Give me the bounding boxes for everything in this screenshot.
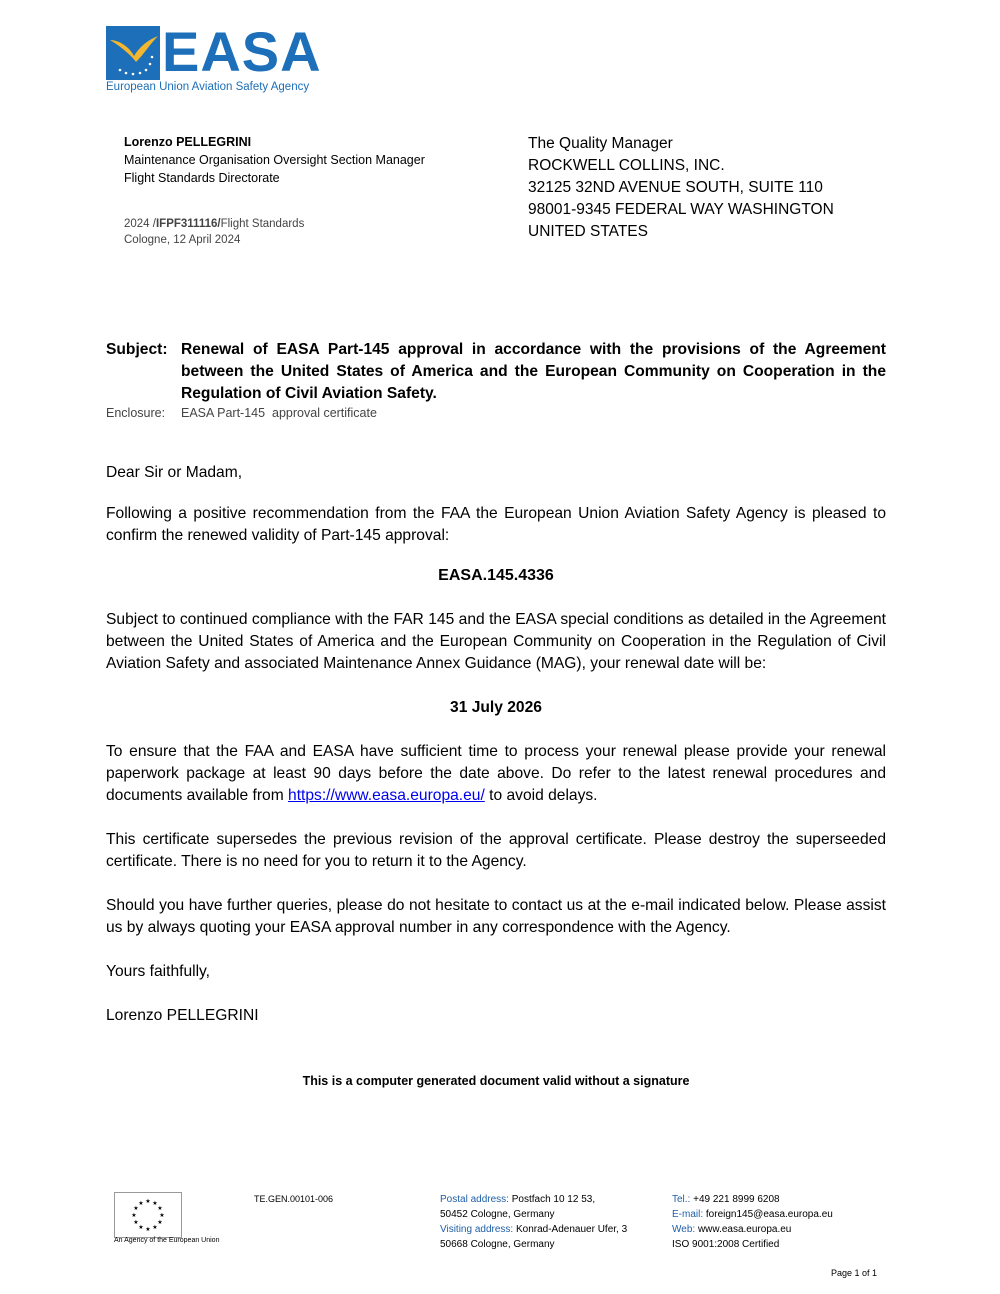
sender-directorate: Flight Standards Directorate (124, 171, 280, 185)
approval-number: EASA.145.4336 (438, 567, 554, 584)
subject-text: Renewal of EASA Part-145 approval in accordance with the provisions of the Agreement between the United States of America and the European Community on Cooperation in the Regulation of Civil Aviation Safety. (181, 341, 886, 402)
computer-generated-notice: This is a computer generated document valid without a signature (302, 1074, 690, 1088)
easa-bird-icon (106, 26, 160, 80)
logo-wordmark: EASA (162, 20, 322, 83)
svg-text:★: ★ (152, 1201, 158, 1207)
telephone: Tel.: +49 221 8999 6208 (672, 1194, 780, 1205)
svg-text:★: ★ (138, 1201, 144, 1207)
recipient-line: The Quality Manager (528, 135, 673, 152)
recipient-line: 32125 32ND AVENUE SOUTH, SUITE 110 (528, 179, 823, 196)
svg-text:★: ★ (131, 1213, 137, 1219)
postal-address: Postal address: Postfach 10 12 53, (440, 1194, 596, 1205)
easa-logo (106, 20, 322, 96)
svg-text:★: ★ (159, 1213, 165, 1219)
recipient-line: 98001-9345 FEDERAL WAY WASHINGTON (528, 201, 834, 218)
sender-name: Lorenzo PELLEGRINI (124, 135, 252, 149)
paragraph-4: This certificate supersedes the previous revision of the approval certificate. Please destroy the superseeded certificate. There is no need for you to return it to the Agency. (106, 831, 886, 870)
logo-subtitle: European Union Aviation Safety Agency (106, 81, 310, 93)
sender-block (124, 133, 504, 187)
paragraph-3: To ensure that the FAA and EASA have sufficient time to process your renewal please provide your renewal paperwork package at least 90 days before the date above. Do refer to the latest renewal procedures and documents available from https://www.easa.europa.eu/ to avoid delays. (106, 743, 886, 804)
eu-caption: An Agency of the European Union (114, 1237, 220, 1244)
svg-text:★: ★ (145, 1227, 151, 1233)
iso-certification: ISO 9001:2008 Certified (672, 1239, 780, 1250)
contact-block (672, 1192, 892, 1252)
greeting: Dear Sir or Madam, (106, 464, 243, 481)
reference-block (124, 216, 304, 248)
email: E-mail: foreign145@easa.europa.eu (672, 1209, 833, 1220)
recipient-block (528, 133, 834, 243)
svg-text:★: ★ (133, 1220, 139, 1226)
easa-website-link[interactable]: https://www.easa.europa.eu/ (288, 787, 485, 804)
reference-number: 2024 /IFPF311116/Flight Standards (124, 218, 305, 230)
recipient-line: UNITED STATES (528, 223, 648, 240)
postal-city: 50452 Cologne, Germany (440, 1209, 555, 1220)
svg-text:★: ★ (145, 1199, 151, 1205)
eu-stars-icon (115, 1193, 181, 1237)
recipient-line: ROCKWELL COLLINS, INC. (528, 157, 725, 174)
renewal-date: 31 July 2026 (450, 699, 542, 716)
paragraph-1: Following a positive recommendation from the FAA the European Union Aviation Safety Agency is pleased to confirm the renewed validity of Part-145 approval: (106, 505, 886, 544)
svg-text:★: ★ (157, 1220, 163, 1226)
closing: Yours faithfully, (106, 963, 211, 980)
sender-role: Maintenance Organisation Oversight Section Manager (124, 153, 425, 167)
svg-text:★: ★ (157, 1206, 163, 1212)
svg-text:★: ★ (138, 1225, 144, 1231)
svg-text:★: ★ (133, 1206, 139, 1212)
page-number: Page 1 of 1 (830, 1268, 877, 1278)
visiting-address: Visiting address: Konrad-Adenauer Ufer, 3 (440, 1224, 628, 1235)
svg-text:★: ★ (152, 1225, 158, 1231)
address-block (440, 1192, 660, 1252)
eu-flag (114, 1192, 182, 1238)
signature-name: Lorenzo PELLEGRINI (106, 1007, 259, 1024)
visiting-city: 50668 Cologne, Germany (440, 1239, 555, 1250)
place-date: Cologne, 12 April 2024 (124, 234, 241, 246)
paragraph-2: Subject to continued compliance with the FAR 145 and the EASA special conditions as detailed in the Agreement between the United States of America and the European Community on Cooperation in the Regulation of Civil Aviation Safety and associated Maintenance Annex Guidance (MAG), your renewal date will be: (106, 611, 886, 672)
enclosure-text: EASA Part-145 approval certificate (181, 406, 377, 420)
subject-label: Subject: (106, 341, 168, 358)
website: Web: www.easa.europa.eu (672, 1224, 792, 1235)
paragraph-5: Should you have further queries, please do not hesitate to contact us at the e-mail indicated below. Please assist us by always quoting your EASA approval number in any correspondence with the Agency. (106, 897, 886, 936)
document-code: TE.GEN.00101-006 (254, 1194, 334, 1204)
enclosure-label: Enclosure: (106, 406, 166, 420)
